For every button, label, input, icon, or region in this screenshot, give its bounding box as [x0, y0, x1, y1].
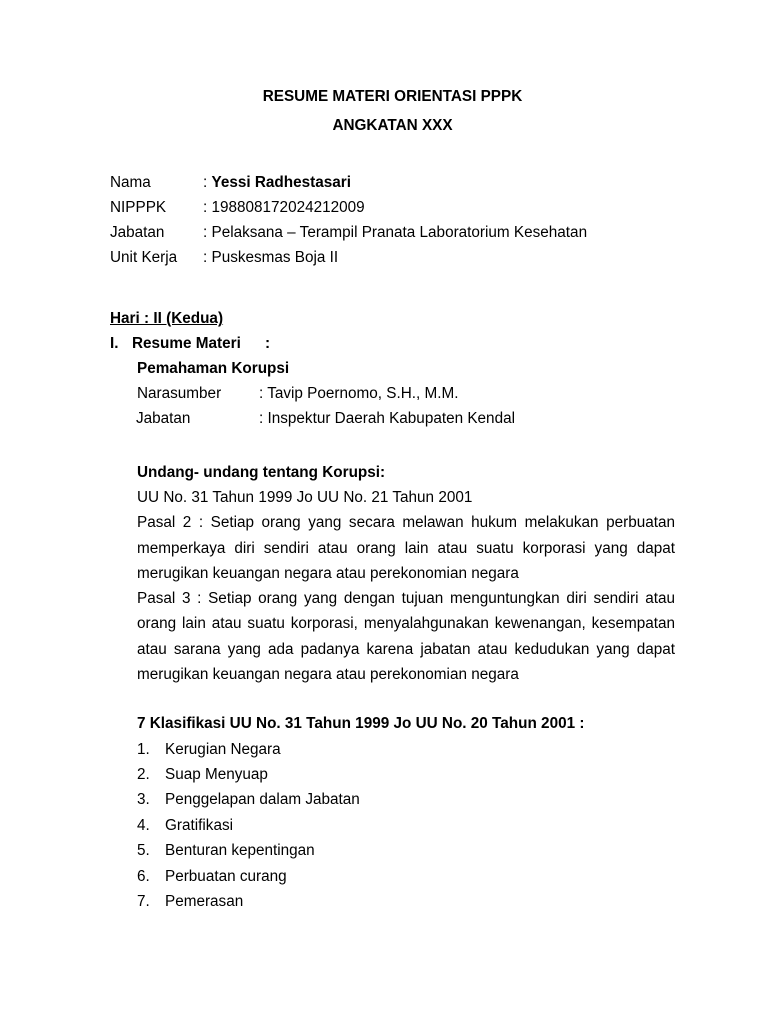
speaker-position-value: : Inspektur Daerah Kabupaten Kendal [259, 410, 515, 427]
identity-separator: : [203, 249, 208, 266]
identity-value-unit-kerja: Puskesmas Boja II [211, 249, 339, 266]
list-item-text: Gratifikasi [165, 817, 233, 834]
paragraph-line: memperkaya diri sendiri atau orang lain atau suatu korporasi yang dapat [137, 540, 675, 557]
paragraph-line: merugikan keuangan negara atau perekonomian negara [137, 565, 519, 582]
identity-value-container [203, 198, 365, 218]
section-number: I. [110, 335, 119, 352]
identity-value-name: Yessi Radhestasari [211, 174, 351, 191]
identity-value-jabatan: Pelaksana – Terampil Pranata Laboratorium Kesehatan [211, 224, 588, 241]
speaker-label: Narasumber [137, 385, 222, 402]
speaker-position-label: Jabatan [136, 410, 191, 427]
classification-heading: 7 Klasifikasi UU No. 31 Tahun 1999 Jo UU No. 20 Tahun 2001 : [137, 715, 585, 732]
identity-separator: : [203, 174, 208, 191]
document-title: RESUME MATERI ORIENTASI PPPK [262, 88, 523, 105]
list-item-text: Pemerasan [165, 893, 244, 910]
section-colon: : [265, 335, 271, 352]
identity-label: Nama [110, 174, 151, 191]
identity-value-container [203, 248, 338, 268]
list-item-number: 1. [137, 741, 150, 758]
identity-value-container [203, 173, 351, 193]
identity-separator: : [203, 199, 208, 216]
list-item-number: 2. [137, 766, 150, 783]
identity-separator: : [203, 224, 208, 241]
list-item-number: 6. [137, 868, 150, 885]
list-item-text: Penggelapan dalam Jabatan [165, 791, 360, 808]
list-item-text: Kerugian Negara [165, 741, 281, 758]
list-item-number: 7. [137, 893, 150, 910]
list-item-text: Perbuatan curang [165, 868, 287, 885]
section-label: Resume Materi [132, 335, 241, 352]
identity-label: NIPPPK [110, 199, 167, 216]
list-item-text: Suap Menyuap [165, 766, 268, 783]
topic-title: Pemahaman Korupsi [137, 360, 290, 377]
day-heading: Hari : II (Kedua) [110, 310, 224, 327]
identity-value-nipppk: 198808172024212009 [211, 199, 365, 216]
list-item-number: 4. [137, 817, 150, 834]
list-item-number: 3. [137, 791, 150, 808]
paragraph-line: Pasal 3 : Setiap orang yang dengan tujuan menguntungkan diri sendiri atau [137, 590, 675, 607]
document-subtitle: ANGKATAN XXX [332, 117, 453, 134]
list-item-number: 5. [137, 842, 150, 859]
law-reference: UU No. 31 Tahun 1999 Jo UU No. 21 Tahun 2001 [137, 489, 473, 506]
list-item-text: Benturan kepentingan [165, 842, 315, 859]
identity-label: Jabatan [110, 224, 165, 241]
identity-value-container [203, 223, 587, 243]
identity-label: Unit Kerja [110, 249, 178, 266]
speaker-value: : Tavip Poernomo, S.H., M.M. [259, 385, 459, 402]
paragraph-line: atau sarana yang ada padanya karena jabatan atau kedudukan yang dapat [137, 641, 675, 658]
paragraph-line: orang lain atau suatu korporasi, menyalahgunakan kewenangan, kesempatan [137, 615, 675, 632]
paragraph-line: merugikan keuangan negara atau perekonomian negara [137, 666, 519, 683]
paragraph-line: Pasal 2 : Setiap orang yang secara melawan hukum melakukan perbuatan [137, 514, 675, 531]
law-heading: Undang- undang tentang Korupsi: [137, 464, 386, 481]
